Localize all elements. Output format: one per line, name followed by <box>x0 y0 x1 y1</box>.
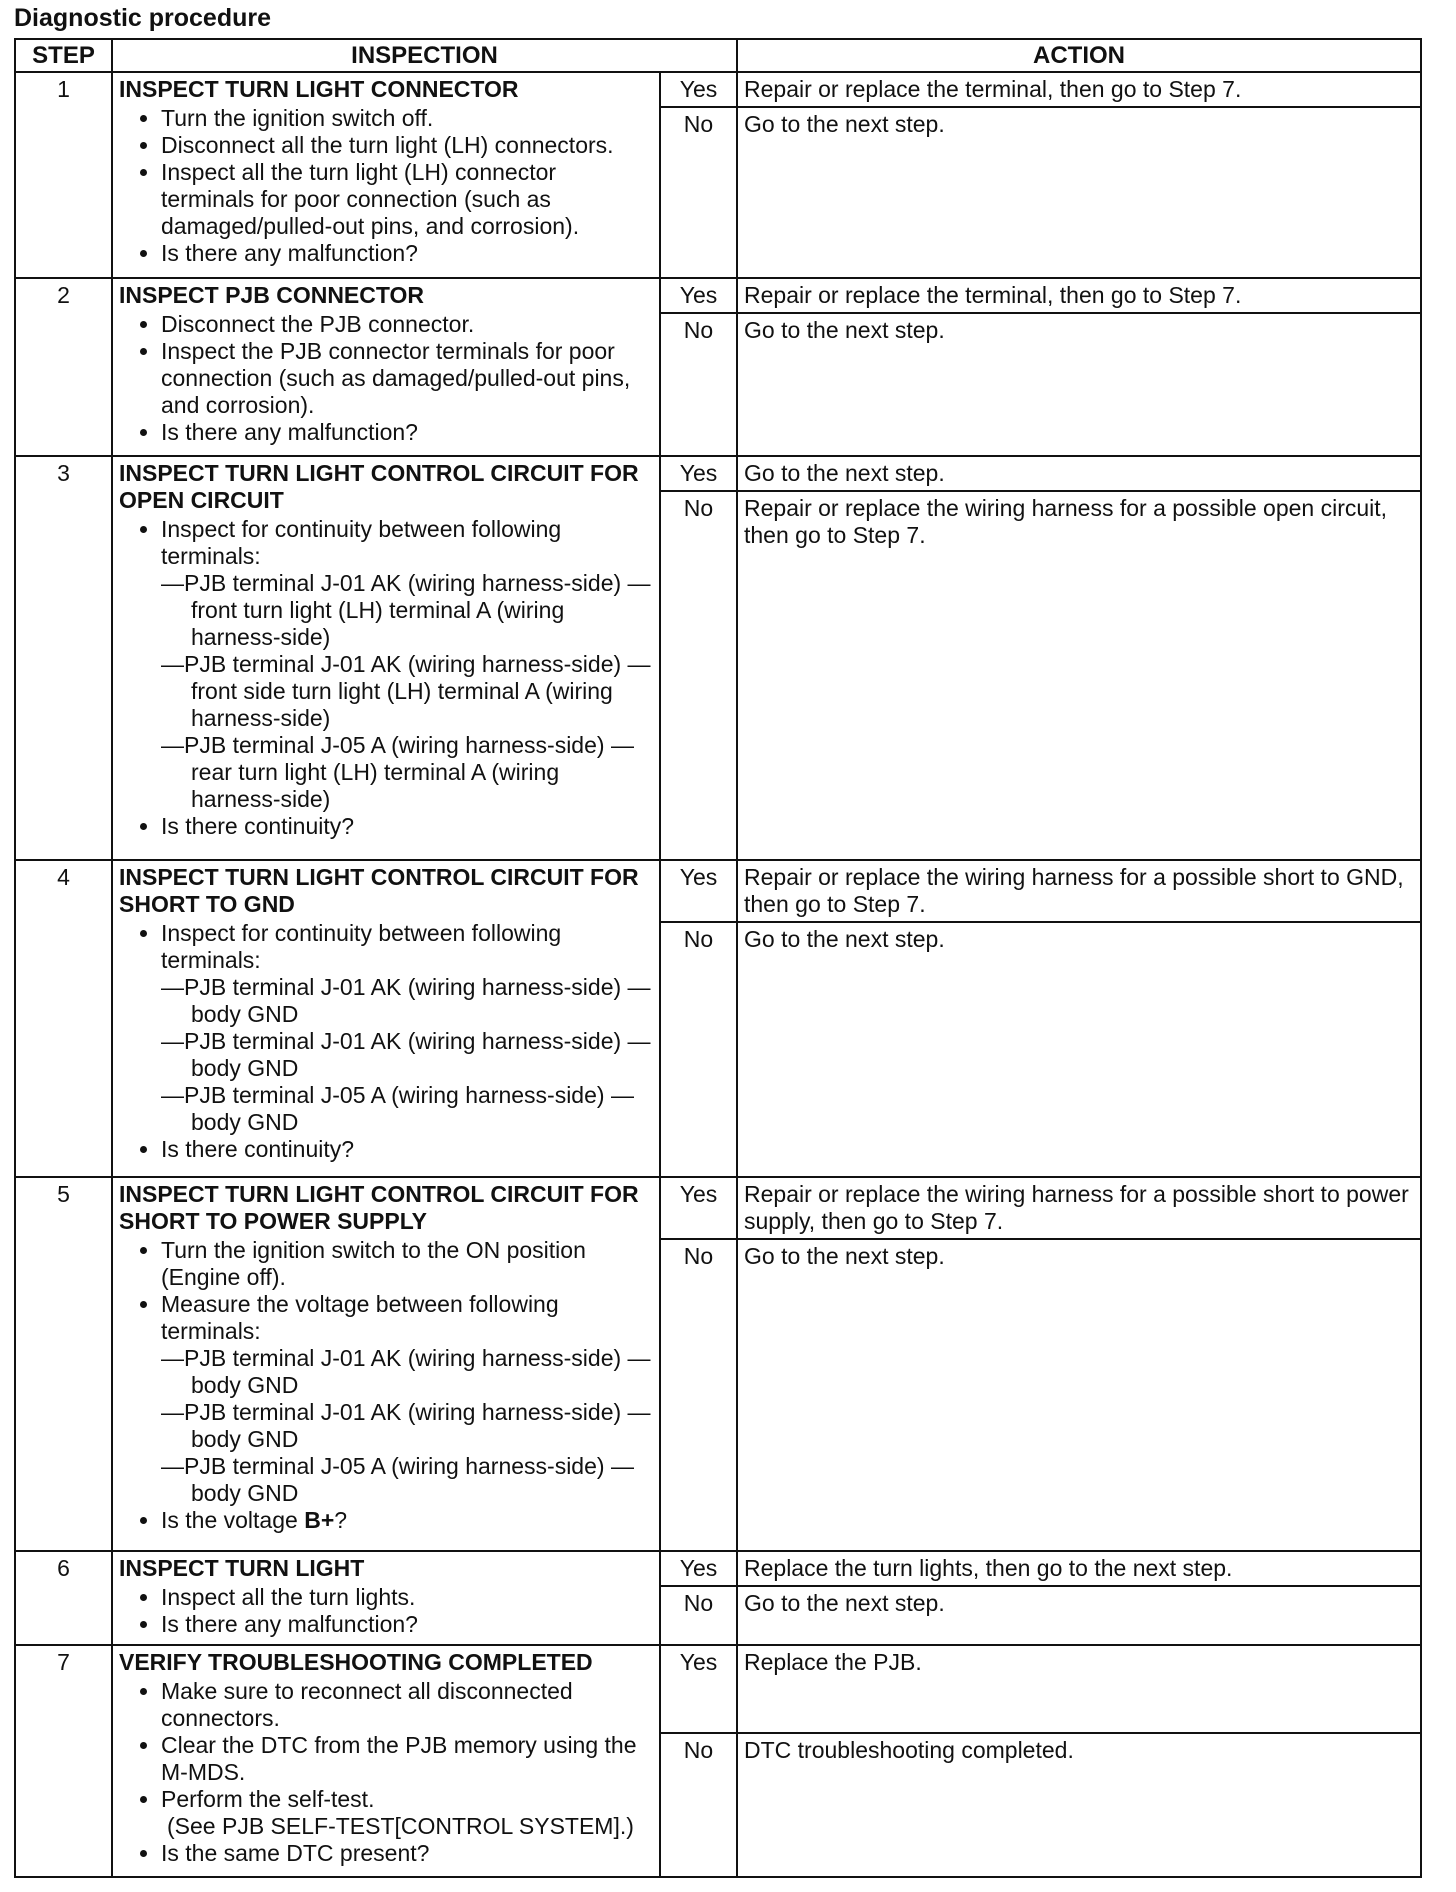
bullet-text: Inspect for continuity between following terminals: <box>161 919 562 973</box>
step-number: 5 <box>15 1177 112 1551</box>
header-action: ACTION <box>737 39 1421 72</box>
no-label: No <box>660 1239 737 1551</box>
yes-label: Yes <box>660 72 737 107</box>
bullet-text: ? <box>334 1507 348 1534</box>
inspection-title: INSPECT TURN LIGHT CONTROL CIRCUIT FOR SHORT TO POWER SUPPLY <box>119 1181 639 1235</box>
terminal-list <box>161 570 653 813</box>
bullet-item <box>161 1786 653 1840</box>
yes-label: Yes <box>660 278 737 313</box>
no-action: Go to the next step. <box>737 922 1421 1178</box>
terminal-list <box>161 1345 653 1507</box>
page-title: Diagnostic procedure <box>14 4 271 32</box>
no-label: No <box>660 1586 737 1644</box>
bullet-item: • Is there any malfunction? <box>161 1611 653 1638</box>
inspection-cell <box>112 1551 660 1644</box>
inspection-title: INSPECT TURN LIGHT CONNECTOR <box>119 76 519 102</box>
bullet-text: Inspect for continuity between following terminals: <box>161 516 562 570</box>
bullet-text: Measure the voltage between following terminals: <box>161 1291 559 1345</box>
bullet-item: • Is there any malfunction? <box>161 240 653 267</box>
bullet-item <box>161 920 653 1136</box>
no-action: Go to the next step. <box>737 107 1421 278</box>
step-number: 6 <box>15 1551 112 1644</box>
step-row <box>15 1551 1421 1586</box>
bullet-item: • Make sure to reconnect all disconnected connectors. <box>161 1678 653 1732</box>
inspection-bullets <box>119 105 653 267</box>
inspection-title: VERIFY TROUBLESHOOTING COMPLETED <box>119 1648 593 1675</box>
step-row <box>15 278 1421 313</box>
header-step: STEP <box>15 39 112 72</box>
step-row <box>15 72 1421 107</box>
no-label: No <box>660 1733 737 1877</box>
bullet-item: • Is there continuity? <box>161 813 653 840</box>
yes-action: Replace the PJB. <box>737 1645 1421 1733</box>
yes-label: Yes <box>660 456 737 491</box>
terminal-item: — PJB terminal J-05 A (wiring harness-side) — body GND <box>161 1453 653 1507</box>
terminal-list <box>161 974 653 1136</box>
inspection-cell <box>112 1177 660 1551</box>
header-inspection: INSPECTION <box>112 39 737 72</box>
no-action: Go to the next step. <box>737 1239 1421 1551</box>
inspection-title: INSPECT PJB CONNECTOR <box>119 282 425 309</box>
voltage-value: B+ <box>304 1507 335 1534</box>
no-action: Repair or replace the wiring harness for a possible open circuit, then go to Step 7. <box>737 491 1421 859</box>
yes-action: Repair or replace the wiring harness for a possible short to power supply, then go to Step 7. <box>737 1177 1421 1239</box>
step-row <box>15 860 1421 922</box>
bullet-text: Is the voltage <box>161 1507 305 1534</box>
inspection-cell <box>112 1645 660 1877</box>
terminal-item: — PJB terminal J-01 AK (wiring harness-side) — body GND <box>161 1028 653 1082</box>
inspection-cell <box>112 278 660 456</box>
inspection-bullets <box>119 516 653 840</box>
bullet-item: • Inspect all the turn lights. <box>161 1584 653 1611</box>
no-action: DTC troubleshooting completed. <box>737 1733 1421 1877</box>
step-number: 2 <box>15 278 112 456</box>
bullet-item: • Clear the DTC from the PJB memory using the M-MDS. <box>161 1732 653 1786</box>
bullet-item: • Disconnect the PJB connector. <box>161 311 653 338</box>
yes-action: Replace the turn lights, then go to the next step. <box>737 1551 1421 1586</box>
yes-label: Yes <box>660 1645 737 1733</box>
terminal-item: — PJB terminal J-01 AK (wiring harness-side) — body GND <box>161 974 653 1028</box>
no-label: No <box>660 107 737 278</box>
step-number: 3 <box>15 456 112 859</box>
step-number: 7 <box>15 1645 112 1877</box>
no-label: No <box>660 313 737 456</box>
inspection-bullets <box>119 1237 653 1534</box>
no-action: Go to the next step. <box>737 1586 1421 1644</box>
inspection-bullets <box>119 1678 653 1867</box>
inspection-bullets <box>119 920 653 1163</box>
inspection-cell <box>112 860 660 1178</box>
bullet-item: • Is there any malfunction? <box>161 419 653 446</box>
terminal-item: — PJB terminal J-01 AK (wiring harness-side) — body GND <box>161 1399 653 1453</box>
yes-action: Repair or replace the terminal, then go to Step 7. <box>737 72 1421 107</box>
yes-action: Repair or replace the wiring harness for a possible short to GND, then go to Step 7. <box>737 860 1421 922</box>
no-label: No <box>660 922 737 1178</box>
bullet-item: • Is there continuity? <box>161 1136 653 1163</box>
no-action: Go to the next step. <box>737 313 1421 456</box>
step-row <box>15 456 1421 491</box>
inspection-bullets <box>119 1584 653 1638</box>
inspection-title: INSPECT TURN LIGHT CONTROL CIRCUIT FOR SHORT TO GND <box>119 863 639 917</box>
inspection-bullets <box>119 311 653 446</box>
yes-action: Go to the next step. <box>737 456 1421 491</box>
diagnostic-procedure-table <box>14 38 1422 1878</box>
yes-label: Yes <box>660 860 737 922</box>
bullet-item <box>161 1507 653 1534</box>
terminal-item: — PJB terminal J-01 AK (wiring harness-side) — body GND <box>161 1345 653 1399</box>
bullet-item: • Disconnect all the turn light (LH) connectors. <box>161 132 653 159</box>
bullet-item <box>161 1291 653 1507</box>
step-row <box>15 1177 1421 1239</box>
yes-label: Yes <box>660 1551 737 1586</box>
terminal-item: — PJB terminal J-01 AK (wiring harness-side) — front side turn light (LH) terminal A (wiring harness-side) <box>161 651 653 732</box>
bullet-item: • Turn the ignition switch to the ON position (Engine off). <box>161 1237 653 1291</box>
yes-action: Repair or replace the terminal, then go to Step 7. <box>737 278 1421 313</box>
cross-reference-note: (See PJB SELF-TEST[CONTROL SYSTEM].) <box>167 1812 634 1839</box>
step-number: 1 <box>15 72 112 278</box>
bullet-item: • Turn the ignition switch off. <box>161 105 653 132</box>
yes-label: Yes <box>660 1177 737 1239</box>
inspection-title: INSPECT TURN LIGHT CONTROL CIRCUIT FOR OPEN CIRCUIT <box>119 460 639 514</box>
terminal-item: — PJB terminal J-05 A (wiring harness-side) — rear turn light (LH) terminal A (wiring harness-side) <box>161 732 653 813</box>
step-number: 4 <box>15 860 112 1178</box>
inspection-cell <box>112 456 660 859</box>
bullet-item: • Inspect all the turn light (LH) connector terminals for poor connection (such as damaged/pulled-out pins, and corrosion). <box>161 159 653 240</box>
bullet-item: • Is the same DTC present? <box>161 1840 653 1867</box>
header-row <box>15 39 1421 72</box>
terminal-item: — PJB terminal J-01 AK (wiring harness-side) — front turn light (LH) terminal A (wiring harness-side) <box>161 570 653 651</box>
step-row <box>15 1645 1421 1733</box>
bullet-item <box>161 516 653 813</box>
no-label: No <box>660 491 737 859</box>
terminal-item: — PJB terminal J-05 A (wiring harness-side) — body GND <box>161 1082 653 1136</box>
inspection-title: INSPECT TURN LIGHT <box>119 1555 365 1582</box>
inspection-cell <box>112 72 660 278</box>
bullet-item: • Inspect the PJB connector terminals for poor connection (such as damaged/pulled-out pins, and corrosion). <box>161 338 653 419</box>
bullet-text: Perform the self-test. <box>161 1785 375 1812</box>
